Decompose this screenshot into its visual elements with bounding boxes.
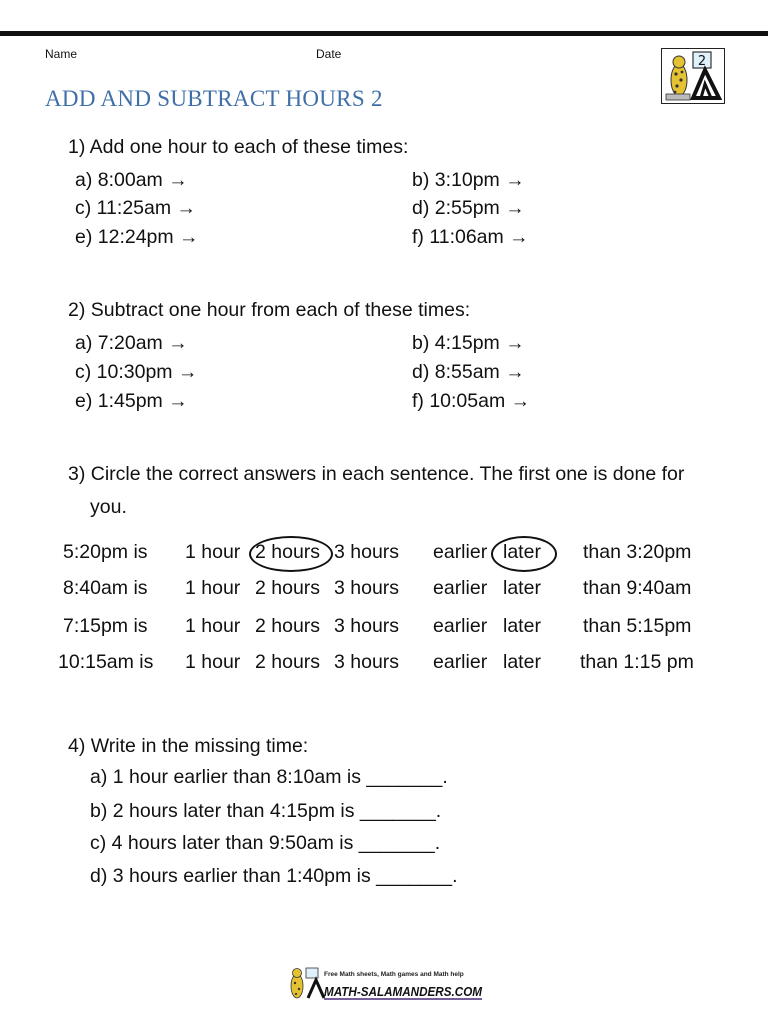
svg-text:2: 2 [697,54,707,69]
q3-row3-hour3[interactable]: 3 hours [334,615,400,637]
q1-item-e: e) 12:24pm → [75,226,199,248]
date-label: Date [316,47,342,61]
svg-text:Free Math sheets, Math games a: Free Math sheets, Math games and Math help [324,971,464,978]
q3-row2-end: than 9:40am [583,577,692,599]
q1-item-a: a) 8:00am → [75,169,188,191]
q3-row1-end: than 3:20pm [583,541,692,563]
q3-row2-hour3[interactable]: 3 hours [334,577,400,599]
q1-item-b: b) 3:10pm → [412,169,525,191]
q2-item-c: c) 10:30pm → [75,361,198,383]
q3-row3-start: 7:15pm is [63,615,148,637]
name-label: Name [45,47,78,61]
answer-circle-2-hours [249,536,333,572]
footer-brand-logo [286,966,486,1002]
q3-row3-hour1[interactable]: 1 hour [185,615,241,637]
q3-row2-hour2[interactable]: 2 hours [255,577,321,599]
q3-row4-later[interactable]: later [503,651,541,673]
svg-text:MATH-SALAMANDERS.COM: MATH-SALAMANDERS.COM [324,984,484,999]
page-title: ADD AND SUBTRACT HOURS 2 [45,86,383,111]
top-rule [0,31,768,36]
q4-item-a: a) 1 hour earlier than 8:10am is _______. [90,766,448,788]
q3-prompt-line1: 3) Circle the correct answers in each sentence. The first one is done for [68,463,685,485]
q2-item-d: d) 8:55am → [412,361,525,383]
q4-prompt: 4) Write in the missing time: [68,735,309,757]
q3-row2-later[interactable]: later [503,577,541,599]
q4-item-c: c) 4 hours later than 9:50am is _______. [90,832,441,854]
q2-item-f: f) 10:05am → [412,390,531,412]
q2-prompt: 2) Subtract one hour from each of these times: [68,299,471,321]
q3-row4-hour3[interactable]: 3 hours [334,651,400,673]
q1-item-d: d) 2:55pm → [412,197,525,219]
q2-item-e: e) 1:45pm → [75,390,188,412]
q3-row1-hour3: 3 hours [334,541,400,563]
q3-row1-start: 5:20pm is [63,541,148,563]
q3-row4-hour2[interactable]: 2 hours [255,651,321,673]
q3-row1-earlier: earlier [433,541,488,563]
q3-row2-start: 8:40am is [63,577,148,599]
q3-row2-earlier[interactable]: earlier [433,577,488,599]
q1-item-c: c) 11:25am → [75,197,197,219]
q3-row3-later[interactable]: later [503,615,541,637]
q3-row1-later: later [503,541,541,563]
q2-item-b: b) 4:15pm → [412,332,525,354]
q3-row3-earlier[interactable]: earlier [433,615,488,637]
q3-row2-hour1[interactable]: 1 hour [185,577,241,599]
salamander-logo [661,48,725,104]
q4-item-d: d) 3 hours earlier than 1:40pm is _______. [90,865,458,887]
q3-row4-hour1[interactable]: 1 hour [185,651,241,673]
q3-row4-end: than 1:15 pm [580,651,694,673]
answer-circle-later [491,536,557,572]
q3-row4-earlier[interactable]: earlier [433,651,488,673]
q4-item-b: b) 2 hours later than 4:15pm is _______. [90,800,442,822]
q1-prompt: 1) Add one hour to each of these times: [68,136,409,158]
q3-row3-hour2[interactable]: 2 hours [255,615,321,637]
q2-item-a: a) 7:20am → [75,332,188,354]
q3-row4-start: 10:15am is [58,651,154,673]
q3-row1-hour2: 2 hours [255,541,321,563]
q3-prompt-line2: you. [90,496,127,518]
q1-item-f: f) 11:06am → [412,226,529,248]
q3-row3-end: than 5:15pm [583,615,692,637]
q3-row1-hour1: 1 hour [185,541,241,563]
